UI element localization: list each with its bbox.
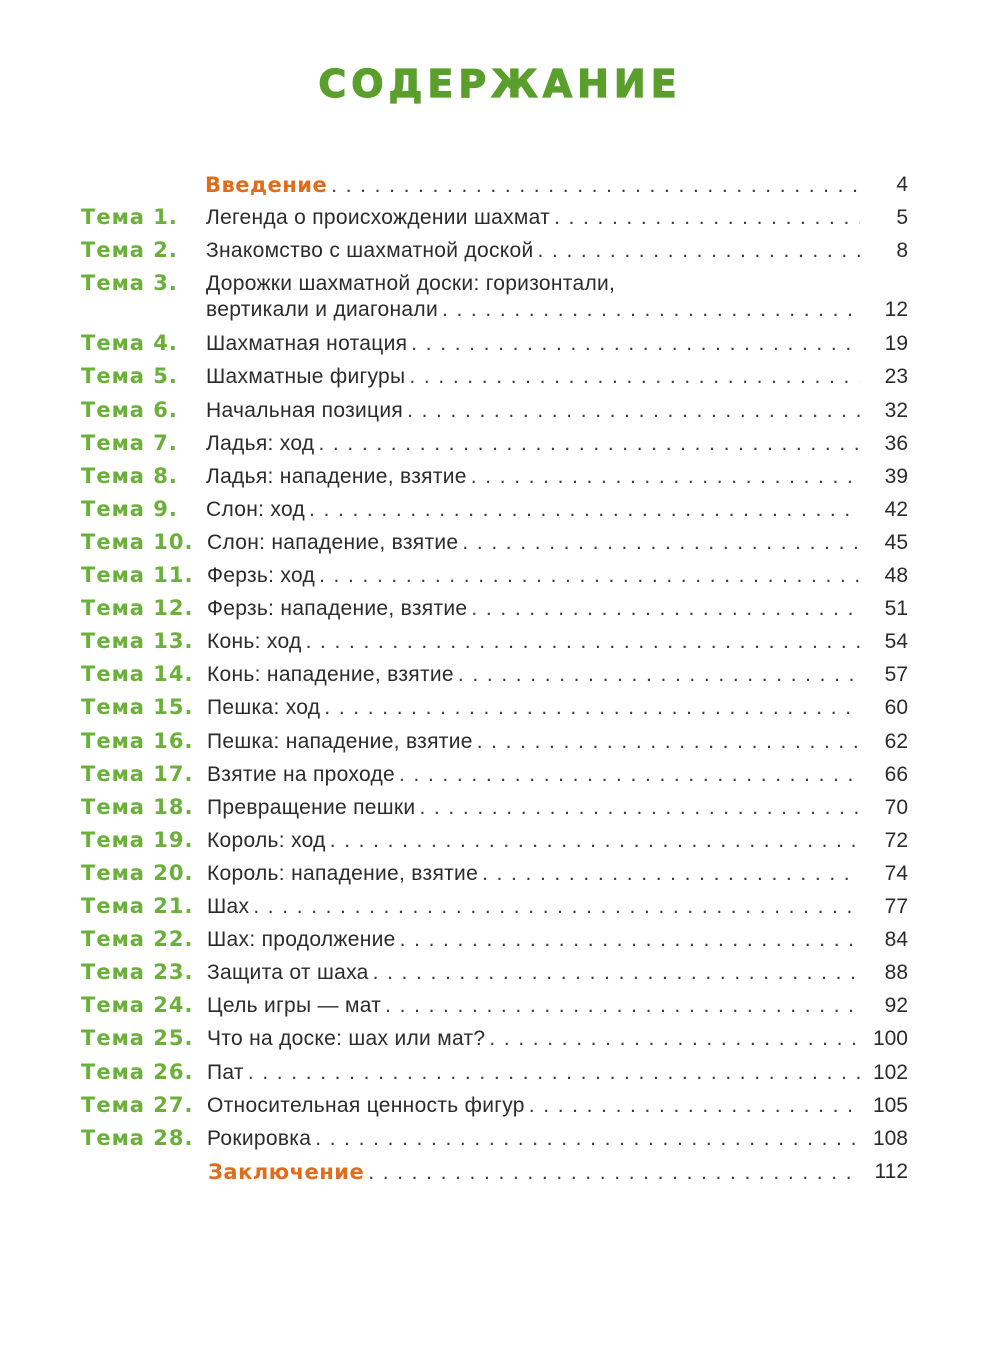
toc-entry-label: Тема 20. xyxy=(81,860,194,885)
toc-entry-dotted-line xyxy=(208,1159,860,1186)
toc-entry-page: 5 xyxy=(896,206,908,230)
toc-entry xyxy=(0,200,1000,263)
toc-entry-text: Пешка: нападение, взятие xyxy=(207,729,473,753)
toc-entry-label: Тема 15. xyxy=(81,695,194,720)
toc-entry xyxy=(0,724,1000,786)
toc-entry xyxy=(0,233,1000,322)
toc-entry-text: Относительная ценность фигур xyxy=(207,1093,525,1117)
toc-entry-label: Тема 28. xyxy=(81,1125,194,1150)
toc-entry-page: 102 xyxy=(872,1060,908,1084)
toc-entry-page: 4 xyxy=(896,173,908,196)
toc-entry xyxy=(0,426,1000,488)
toc-entry-page: 19 xyxy=(884,332,908,356)
toc-entry-label: Тема 18. xyxy=(81,794,194,819)
toc-entry-page: 105 xyxy=(872,1093,908,1117)
toc-entry-label: Тема 17. xyxy=(81,761,194,786)
toc-entry xyxy=(0,459,1000,521)
toc-entry xyxy=(0,955,1000,1018)
toc-entry xyxy=(0,326,1000,389)
toc-entry-label: Тема 1. xyxy=(81,205,178,230)
toc-entry xyxy=(0,1121,1000,1184)
toc-entry-text: Взятие на проходе xyxy=(207,762,395,786)
toc-entry-label: Тема 11. xyxy=(81,563,194,587)
toc-entry-label: Тема 25. xyxy=(81,1026,194,1051)
toc-entry-text: Конь: ход xyxy=(207,630,302,654)
toc-entry-text: Заключение xyxy=(208,1159,365,1184)
toc-entry-label: Тема 8. xyxy=(81,463,178,488)
toc-entry-title-line: Дорожки шахматной доски: горизонтали, xyxy=(206,272,616,296)
toc-entry xyxy=(0,657,1000,720)
toc-entry-page: 100 xyxy=(872,1027,908,1051)
toc-entry-text: Введение xyxy=(205,173,328,197)
toc-entry-label: Тема 12. xyxy=(81,596,194,621)
toc-entry-text: Начальная позиция xyxy=(206,398,404,422)
toc-entry xyxy=(0,492,1000,554)
toc-entry-page: 60 xyxy=(884,696,908,720)
toc-entry-page: 48 xyxy=(884,564,908,587)
toc-entry-text: Ферзь: нападение, взятие xyxy=(207,597,468,621)
toc-entry xyxy=(0,856,1000,918)
toc-entry-label: Тема 2. xyxy=(81,238,178,263)
toc-entry-label: Тема 13. xyxy=(81,629,194,654)
toc-entry-label: Тема 3. xyxy=(81,271,178,296)
toc-entry-label: Тема 26. xyxy=(81,1059,194,1084)
toc-entry-text: Рокировка xyxy=(207,1126,312,1150)
toc-entry-page: 112 xyxy=(874,1159,908,1183)
toc-entry-text: Конь: нападение, взятие xyxy=(207,663,454,687)
toc-entry xyxy=(0,922,1000,985)
toc-entry-label: Тема 24. xyxy=(81,993,194,1018)
toc-entry-label: Тема 5. xyxy=(81,364,178,389)
toc-entry-text: Знакомство с шахматной доской xyxy=(206,239,534,263)
toc-entry-page: 84 xyxy=(884,928,908,952)
toc-entry xyxy=(0,525,1000,587)
toc-entry xyxy=(0,393,1000,455)
page-title: СОДЕРЖАНИЕ xyxy=(318,62,682,106)
toc-entry-label: Тема 21. xyxy=(81,894,194,918)
toc-entry-page: 23 xyxy=(884,365,908,389)
toc-entry-text: Шах xyxy=(207,895,250,918)
toc-entry-page: 62 xyxy=(884,729,908,753)
toc-entry-page: 66 xyxy=(884,762,908,786)
toc-entry-text: Защита от шаха xyxy=(207,961,369,985)
toc-entry xyxy=(0,889,1000,952)
toc-entry-label: Тема 9. xyxy=(81,496,178,521)
toc-entry-page: 51 xyxy=(884,597,908,621)
toc-entry xyxy=(0,134,1000,197)
toc-entry xyxy=(0,757,1000,819)
toc-entry-page: 108 xyxy=(872,1126,908,1150)
toc-entry-text: Слон: нападение, взятие xyxy=(207,530,459,554)
toc-entry-text: Шахматная нотация xyxy=(206,332,408,356)
toc-entry-page: 88 xyxy=(884,961,908,985)
toc-entry-page: 39 xyxy=(884,464,908,488)
toc-entry-text: Ладья: ход xyxy=(206,431,315,455)
toc-entry-label: Тема 10. xyxy=(81,529,194,554)
toc-entry-text: вертикали и диагонали xyxy=(206,298,438,322)
toc-entry xyxy=(0,293,1000,356)
toc-entry-text: Шахматные фигуры xyxy=(206,365,406,389)
toc-entry-page: 42 xyxy=(884,497,908,521)
toc-entry xyxy=(0,360,1000,422)
toc-entry-text: Пешка: ход xyxy=(207,696,321,720)
toc-entry-text: Король: нападение, взятие xyxy=(207,861,479,885)
toc-entry xyxy=(0,691,1000,753)
toc-entry xyxy=(0,1022,1000,1084)
toc-entry-text: Ладья: нападение, взятие xyxy=(206,464,467,488)
toc-entry xyxy=(0,790,1000,852)
toc-entry xyxy=(0,167,1000,230)
toc-entry-label: Тема 7. xyxy=(81,430,178,455)
toc-entry-label: Тема 27. xyxy=(81,1092,194,1117)
toc-entry-page: 45 xyxy=(884,530,908,554)
toc-entry-label: Тема 14. xyxy=(81,662,194,687)
toc-entry-label: Тема 6. xyxy=(81,397,178,422)
toc-entry-page: 36 xyxy=(884,431,908,455)
toc-entry xyxy=(0,1088,1000,1150)
toc-entry-text: Что на доске: шах или мат? xyxy=(207,1027,486,1051)
toc-entry-text: Превращение пешки xyxy=(207,795,416,819)
toc-entry-page: 54 xyxy=(884,630,908,654)
toc-entry-text: Цель игры — мат xyxy=(207,994,382,1018)
toc-entry-text: Пат xyxy=(207,1060,244,1084)
toc-entry xyxy=(0,591,1000,654)
toc-entry xyxy=(0,558,1000,621)
toc-entry-page: 8 xyxy=(896,239,908,263)
toc-entry xyxy=(0,823,1000,885)
toc-entry-text: Легенда о происхождении шахмат xyxy=(206,206,551,230)
toc-entry-page: 70 xyxy=(884,795,908,819)
toc-entry-text: Король: ход xyxy=(207,828,326,852)
toc-entry-page: 77 xyxy=(884,895,908,918)
toc-entry xyxy=(0,1055,1000,1117)
toc-entry-text: Шах: продолжение xyxy=(207,928,396,952)
toc-entry-page: 92 xyxy=(884,994,908,1018)
toc-entry-text: Ферзь: ход xyxy=(207,564,316,587)
toc-entry-page: 74 xyxy=(884,861,908,885)
toc-entry-page: 32 xyxy=(884,398,908,422)
toc-entry-label: Тема 23. xyxy=(81,960,194,985)
toc-entry-label: Тема 16. xyxy=(81,728,194,753)
toc-entry-text: Слон: ход xyxy=(206,497,306,521)
toc-entry-title xyxy=(208,1159,860,1186)
toc-entry xyxy=(0,624,1000,687)
toc-entry-label: Тема 22. xyxy=(81,927,194,952)
toc-entry xyxy=(0,988,1000,1051)
toc-entry-page: 12 xyxy=(884,298,908,322)
toc-entry-label: Тема 4. xyxy=(81,331,178,356)
toc-entry-label: Тема 19. xyxy=(81,827,194,852)
toc-entry-page: 57 xyxy=(884,663,908,687)
toc-entry-page: 72 xyxy=(884,828,908,852)
